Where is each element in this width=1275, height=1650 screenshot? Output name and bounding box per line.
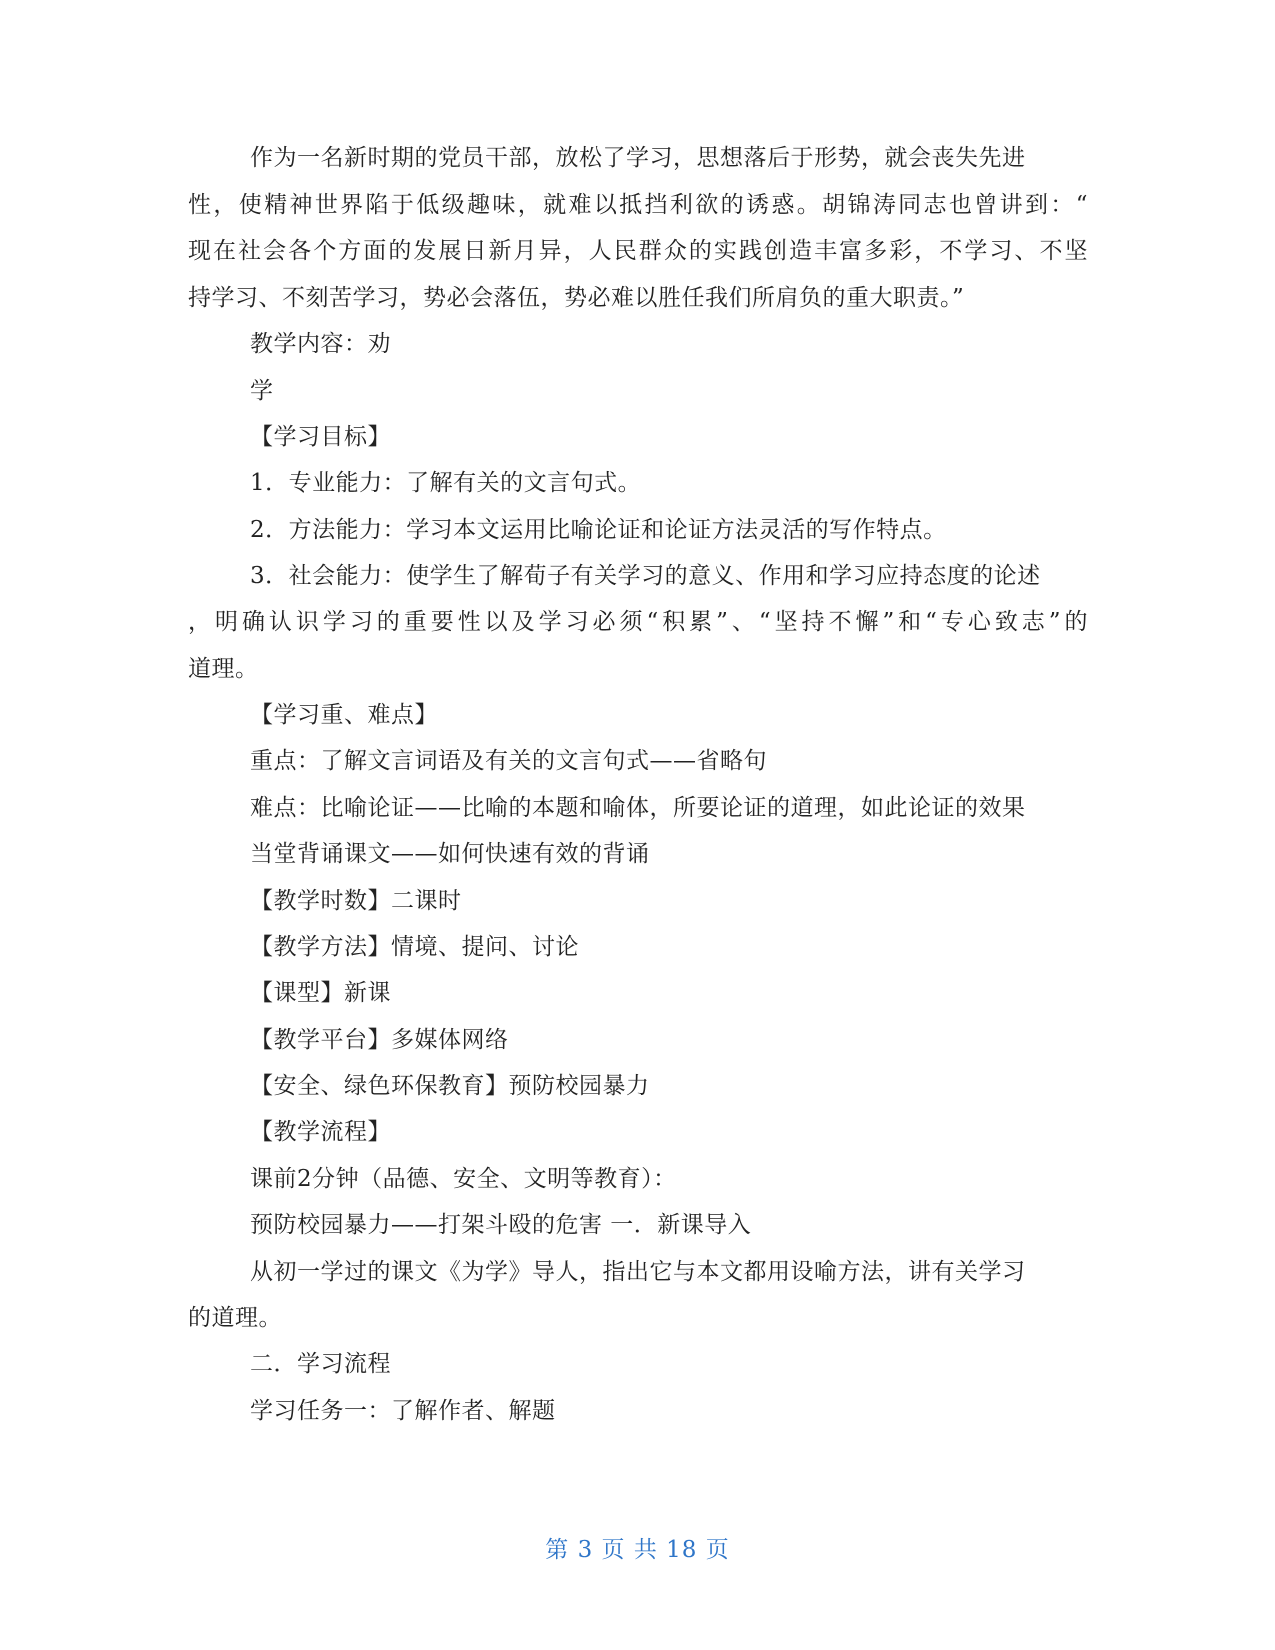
paragraph-line: 当堂背诵课文——如何快速有效的背诵 bbox=[250, 841, 650, 867]
section-heading: 二．学习流程 bbox=[250, 1351, 391, 1377]
paragraph-line: 教学内容：劝 bbox=[250, 331, 391, 357]
paragraph-line: 从初一学过的课文《为学》导人，指出它与本文都用设喻方法，讲有关学习 bbox=[250, 1259, 1026, 1285]
paragraph-line: 的道理。 bbox=[188, 1305, 282, 1331]
paragraph-line: 性，使精神世界陷于低级趣味，就难以抵挡利欲的诱惑。胡锦涛同志也曾讲到：“ bbox=[188, 192, 1088, 218]
section-heading: 【学习重、难点】 bbox=[250, 702, 438, 728]
section-heading: 【教学流程】 bbox=[250, 1119, 391, 1145]
paragraph-line: 持学习、不刻苦学习，势必会落伍，势必难以胜任我们所肩负的重大职责。” bbox=[188, 285, 965, 311]
list-item: 2．方法能力：学习本文运用比喻论证和论证方法灵活的写作特点。 bbox=[250, 517, 947, 543]
info-line: 【课型】新课 bbox=[250, 980, 391, 1006]
paragraph-line: 道理。 bbox=[188, 656, 259, 682]
paragraph-line: 预防校园暴力——打架斗殴的危害 一．新课导入 bbox=[250, 1212, 752, 1238]
paragraph-line: 学习任务一：了解作者、解题 bbox=[250, 1398, 556, 1424]
paragraph-line: 难点：比喻论证——比喻的本题和喻体，所要论证的道理，如此论证的效果 bbox=[250, 795, 1026, 821]
info-line: 【教学时数】二课时 bbox=[250, 888, 462, 914]
page-number-footer: 第 3 页 共 18 页 bbox=[545, 1537, 730, 1563]
paragraph-line: 课前2分钟（品德、安全、文明等教育）： bbox=[250, 1166, 677, 1192]
section-heading: 【学习目标】 bbox=[250, 424, 391, 450]
paragraph-line: 重点：了解文言词语及有关的文言句式——省略句 bbox=[250, 748, 767, 774]
info-line: 【教学方法】情境、提问、讨论 bbox=[250, 934, 579, 960]
paragraph-line: 现在社会各个方面的发展日新月异，人民群众的实践创造丰富多彩，不学习、不坚 bbox=[188, 238, 1088, 264]
paragraph-line: 学 bbox=[250, 378, 274, 404]
paragraph-line: ，明确认识学习的重要性以及学习必须“积累”、“坚持不懈”和“专心致志”的 bbox=[188, 609, 1088, 635]
info-line: 【教学平台】多媒体网络 bbox=[250, 1027, 509, 1053]
info-line: 【安全、绿色环保教育】预防校园暴力 bbox=[250, 1073, 650, 1099]
list-item: 3．社会能力：使学生了解荀子有关学习的意义、作用和学习应持态度的论述 bbox=[250, 563, 1041, 589]
list-item: 1．专业能力：了解有关的文言句式。 bbox=[250, 470, 642, 496]
paragraph-line: 作为一名新时期的党员干部，放松了学习，思想落后于形势，就会丧失先进 bbox=[250, 145, 1026, 171]
